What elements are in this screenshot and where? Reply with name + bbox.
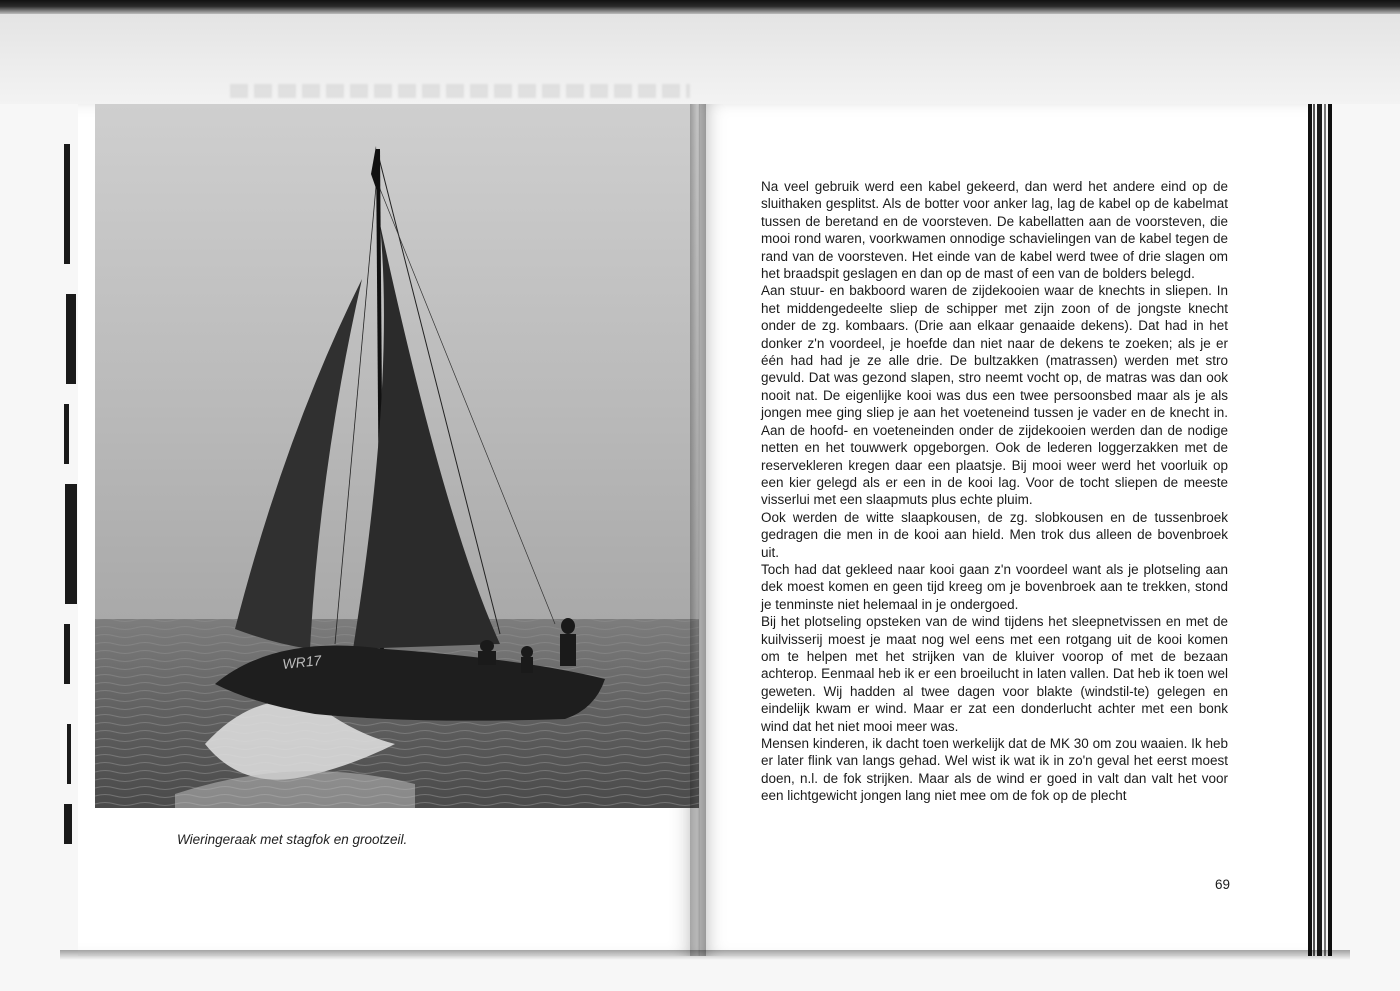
page-number: 69	[1214, 877, 1230, 892]
page-bottom-shadow	[60, 950, 1350, 960]
scanner-background	[0, 14, 1400, 104]
book-gutter	[690, 104, 706, 956]
sailing-boat-photo	[95, 104, 699, 808]
photo-caption: Wieringeraak met stagfok en grootzeil.	[177, 832, 408, 847]
bleed-through-text	[230, 84, 690, 98]
photo-drawing	[95, 104, 699, 808]
paragraph: Bij het plotseling opsteken van de wind tijdens het sleepnetvissen en met de kuilvisserij moest je maat nog wel eens met een rotgang uit de kooi komen om te helpen met het strijken van de kluiver voorop of met de bezaan achterop. Eenmaal heb ik er een broeilucht in laten vallen. Dat heb ik toen wel geweten. Wij hadden al twee dagen voor blakte (windstil-te) gelegen en eindelijk kwam er wind. Maar er zat een donderlucht achter met een bonk wind dat het niet mooi meer was.	[761, 614, 1228, 734]
book-edge-left	[64, 104, 78, 864]
hull-marking: WR17	[281, 652, 323, 672]
scan-top-edge	[0, 0, 1400, 14]
body-text	[761, 178, 1228, 805]
book-edge-right	[1308, 104, 1334, 956]
paragraph: Na veel gebruik werd een kabel gekeerd, dan werd het andere eind op de sluithaken gesplitst. Als de botter voor anker lag, lag de kabel op de kabelmat tussen de beretand en de voorsteven. De kabellatten aan de voorsteven, die mooi rond waren, voorkwamen onnodige schavielingen van de kabel tegen de rand van de voorsteven. Het einde van de kabel werd twee of drie slagen om het braadspit geslagen en dan op de mast of een van de bolders belegd.	[761, 179, 1228, 282]
paragraph: Ook werden de witte slaapkousen, de zg. slobkousen en de tussenbroek gedragen die men in de kooi aan hield. Men trok dus alleen de bovenbroek uit.	[761, 509, 1228, 560]
crew-member	[561, 618, 575, 634]
paragraph: Aan stuur- en bakboord waren de zijdekooien waar de knechts in sliepen. In het middengedeelte sliep de schipper met zijn zoon of de jongste knecht onder de zg. kombaars. (Drie aan elkaar genaaide dekens). Dat had in het donker z'n voordeel, je hoefde dan niet naar de dekens te zoeken; als je er één had had je ze alle drie. De bultzakken (matrassen) werden met stro gevuld. Dat was gezond slapen, stro neemt vocht op, de matras was dan ook nooit nat. De eigenlijke kooi was dus een twee persoonsbed maar als je als jongen mee ging sliep je aan het voeteneind tussen je vader en de knecht in. Aan de hoofd- en voeteneinden onder de zijdekooien werden dan de nodige netten en het touwwerk opgeborgen. Ook de lederen loggerzakken met de reservekleren kregen daar een plaatsje. Bij mooi weer werd het voorluik op een kier gelegd als er een in de kooi lag. Voor de tocht sliepen de meeste visserlui met een slaapmuts plus echte pluim.	[761, 283, 1228, 508]
paragraph: Mensen kinderen, ik dacht toen werkelijk dat de MK 30 om zou waaien. Ik heb er later flink van langs gehad. Wel wist ik wat ik in zo'n geval het eerst moest doen, n.l. de fok strijken. Maar als de wind er goed in valt dan valt het voor een lichtgewicht jongen lang niet mee om de fok op de plecht	[761, 736, 1228, 804]
paragraph: Toch had dat gekleed naar kooi gaan z'n voordeel want als je plotseling aan dek moest komen en geen tijd kreeg om je bovenbroek aan te trekken, stond je tenminste niet helemaal in je ondergoed.	[761, 561, 1228, 612]
